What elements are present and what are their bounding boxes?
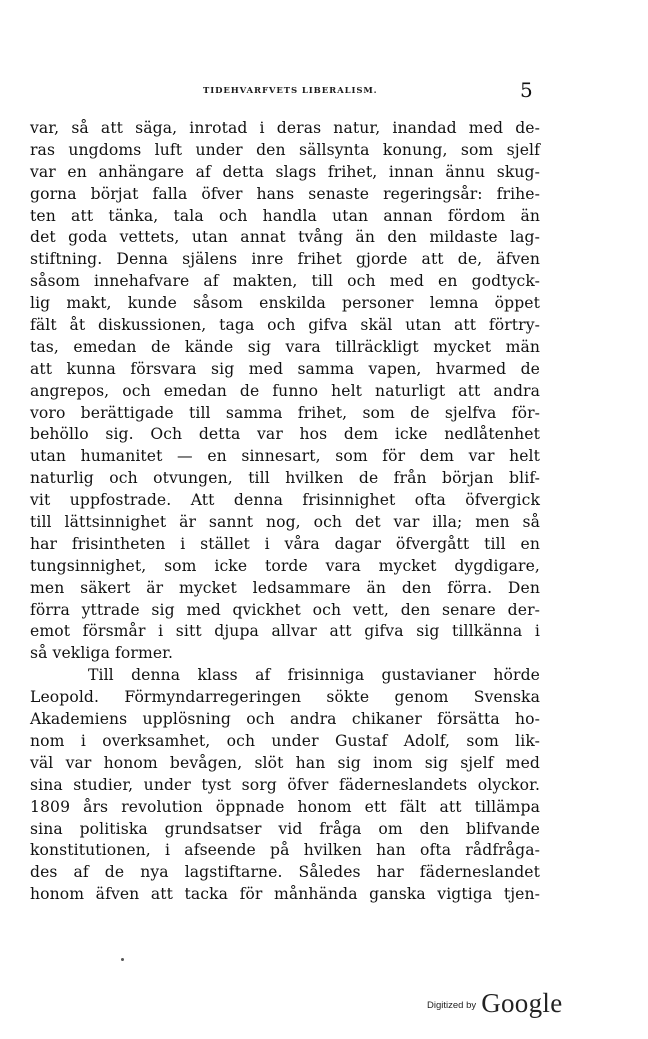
text-line: utan humanitet — en sinnesart, som för dem var helt — [30, 447, 540, 466]
text-line: emot försmår i sitt djupa allvar att gifva sig tillkänna i — [30, 622, 540, 641]
text-line: var, så att säga, inrotad i deras natur, inandad med de- — [30, 119, 540, 137]
text-line: tungsinnighet, som icke torde vara mycket dygdigare, — [30, 556, 540, 575]
google-logo: Google — [481, 988, 563, 1018]
text-line: konstitutionen, i afseende på hvilken han ofta rådfråga- — [30, 841, 540, 860]
digitized-by-label: Digitized by — [427, 1000, 477, 1011]
text-line: Leopold. Förmyndarregeringen sökte genom Svenska — [30, 688, 540, 707]
text-line: angrepos, och emedan de funno helt naturligt att andra — [30, 381, 540, 400]
text-line: sina studier, under tyst sorg öfver fäderneslandets olyckor. — [30, 775, 540, 794]
text-line: Akademiens upplösning och andra chikaner försätta ho- — [30, 710, 540, 729]
text-line: men säkert är mycket ledsammare än den förra. Den — [30, 578, 540, 597]
paragraph-start-line: Till denna klass af frisinniga gustavianer hörde — [88, 666, 540, 685]
text-line: ras ungdoms luft under den sällsynta konung, som sjelf — [30, 140, 540, 159]
paragraph-end-line: så vekliga former. — [30, 644, 174, 663]
digitization-watermark — [427, 988, 563, 1019]
text-line: tas, emedan de kände sig vara tillräckligt mycket män — [30, 337, 540, 356]
text-line: nom i overksamhet, och under Gustaf Adolf, som lik- — [30, 731, 540, 750]
text-line: gorna börjat falla öfver hans senaste regeringsår: frihe- — [30, 184, 540, 203]
text-line: till lättsinnighet är sannt nog, och det var illa; men så — [30, 513, 540, 532]
text-line: förra yttrade sig med qvickhet och vett, den senare der- — [30, 600, 540, 619]
text-line: sina politiska grundsatser vid fråga om den blifvande — [30, 819, 540, 838]
text-line: 1809 års revolution öppnade honom ett fält att tillämpa — [30, 797, 540, 816]
page-number: 5 — [520, 78, 533, 102]
body-text — [30, 118, 540, 906]
text-line: väl var honom bevågen, slöt han sig inom sig sjelf med — [30, 753, 540, 772]
text-line: voro berättigade till samma frihet, som de sjelfva för- — [30, 403, 540, 422]
text-line: var en anhängare af detta slags frihet, innan ännu skug- — [30, 162, 540, 181]
text-line: stiftning. Denna själens inre frihet gjorde att de, äfven — [30, 250, 540, 269]
text-line: såsom innehafvare af makten, till och med en godtyck- — [30, 272, 540, 291]
text-line: lig makt, kunde såsom enskilda personer lemna öppet — [30, 294, 540, 313]
text-line: honom äfven att tacka för månhända ganska vigtiga tjen- — [30, 885, 540, 904]
text-line: ten att tänka, tala och handla utan annan fördom än — [30, 206, 540, 225]
text-line: fält åt diskussionen, taga och gifva skäl utan att förtry- — [30, 316, 540, 335]
text-line: des af de nya lagstiftarne. Således har fäderneslandet — [30, 863, 540, 882]
ink-speck — [121, 958, 124, 961]
text-line: vit uppfostrade. Att denna frisinnighet ofta öfvergick — [30, 491, 540, 510]
text-line: behöllo sig. Och detta var hos dem icke nedlåtenhet — [30, 425, 540, 444]
text-line: naturlig och otvungen, till hvilken de från början blif- — [30, 469, 540, 488]
text-line: att kunna försvara sig med samma vapen, hvarmed de — [30, 359, 540, 378]
text-line: har frisintheten i stället i våra dagar öfvergått till en — [30, 534, 540, 553]
text-line: det goda vettets, utan annat tvång än den mildaste lag- — [30, 228, 540, 247]
running-title: TIDEHVARFVETS LIBERALISM. — [203, 86, 378, 96]
